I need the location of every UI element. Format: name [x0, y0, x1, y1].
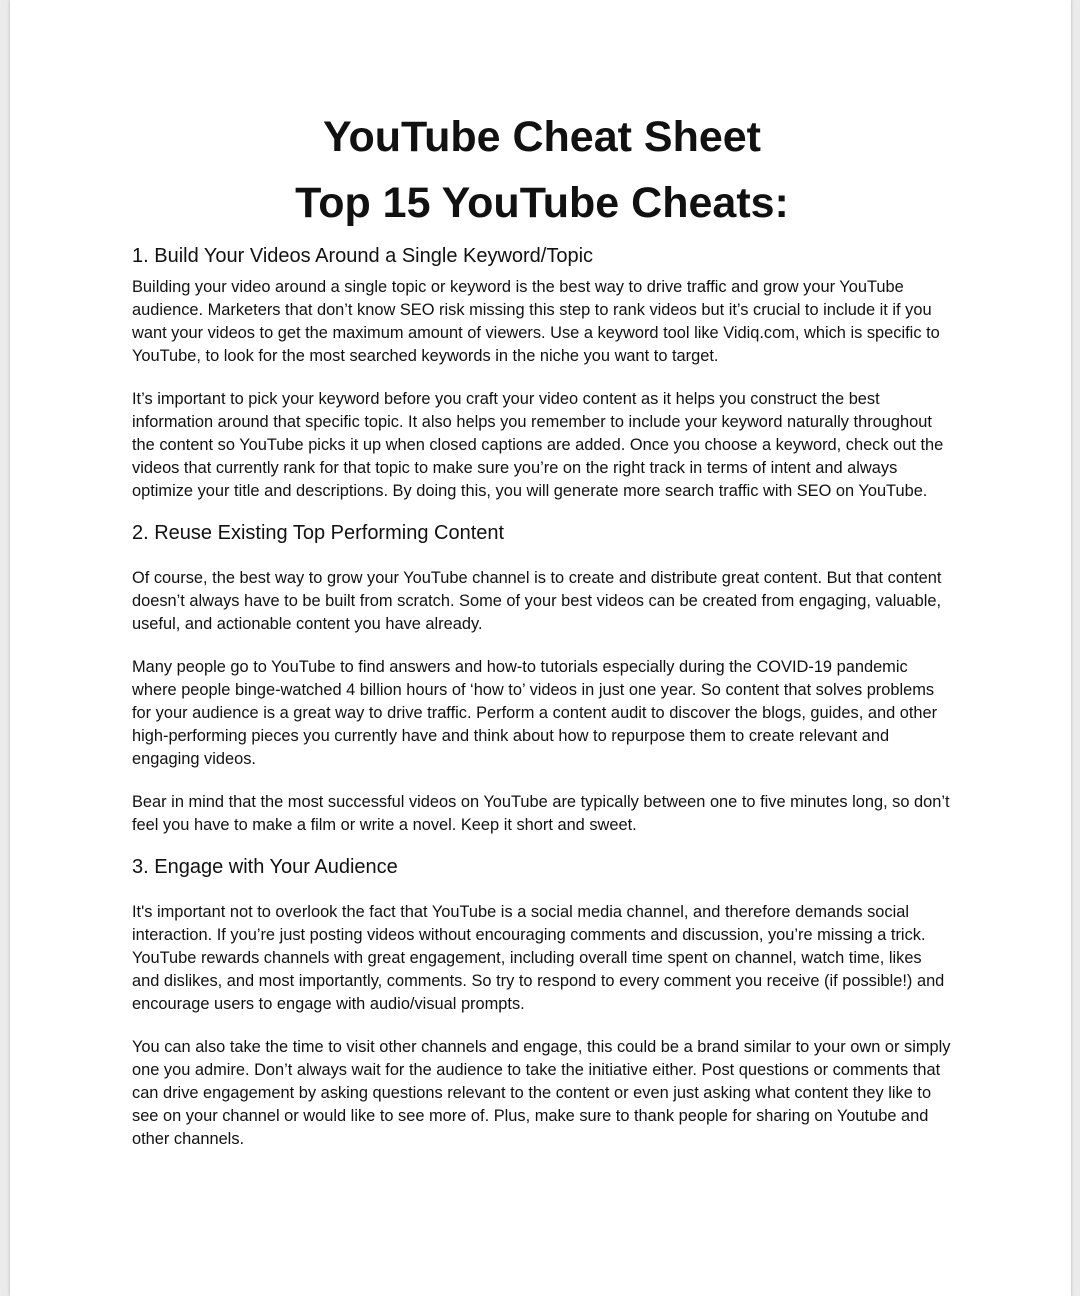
section-1-paragraph-2: It’s important to pick your keyword before you craft your video content as it helps you construct the best information around that specific topic. It also helps you remember to include your keyword naturally throughout the content so YouTube picks it up when closed captions are added. Once you choose a keyword, check out the videos that currently rank for that topic to make sure you’re on the right track in terms of intent and always optimize your title and descriptions. By doing this, you will generate more search traffic with SEO on YouTube.: [132, 390, 944, 500]
section-3-paragraph-1: It's important not to overlook the fact that YouTube is a social media channel, and therefore demands social interaction. If you’re just posting videos without encouraging comments and discussion, you’re missing a trick. YouTube rewards channels with great engagement, including overall time spent on channel, watch time, likes and dislikes, and most importantly, comments. So try to respond to every comment you receive (if possible!) and encourage users to engage with audio/visual prompts.: [132, 903, 945, 1013]
section-3-paragraph-2: You can also take the time to visit other channels and engage, this could be a brand similar to your own or simply one you admire. Don’t always wait for the audience to take the initiative either. Post questions or comments that can drive engagement by asking questions relevant to the content or even just asking what content they like to see on your channel or would like to see more of. Plus, make sure to thank people for sharing on Youtube and other channels.: [132, 1038, 951, 1148]
document-subtitle: Top 15 YouTube Cheats:: [295, 179, 789, 227]
section-1-paragraph-1: Building your video around a single topic or keyword is the best way to drive traffic and grow your YouTube audience. Marketers that don’t know SEO risk missing this step to rank videos but it’s crucial to include it if you want your videos to get the maximum amount of viewers. Use a keyword tool like Vidiq.com, which is specific to YouTube, to look for the most searched keywords in the niche you want to target.: [132, 278, 940, 365]
document-content: [132, 108, 952, 1151]
section-2-paragraph-1: Of course, the best way to grow your YouTube channel is to create and distribute great content. But that content doesn’t always have to be built from scratch. Some of your best videos can be created from engaging, valuable, useful, and actionable content you have already.: [132, 569, 942, 633]
section-heading-2: 2. Reuse Existing Top Performing Content: [132, 522, 505, 544]
section-2-paragraph-2: Many people go to YouTube to find answers and how-to tutorials especially during the COVID-19 pandemic where people binge-watched 4 billion hours of ‘how to’ videos in just one year. So content that solves problems for your audience is a great way to drive traffic. Perform a content audit to discover the blogs, guides, and other high-performing pieces you currently have and think about how to repurpose them to create relevant and engaging videos.: [132, 658, 938, 768]
section-heading-3: 3. Engage with Your Audience: [132, 856, 398, 878]
section-2-paragraph-3: Bear in mind that the most successful videos on YouTube are typically between one to five minutes long, so don’t feel you have to make a film or write a novel. Keep it short and sweet.: [132, 793, 950, 834]
document-page: [10, 0, 1071, 1296]
document-title: YouTube Cheat Sheet: [323, 113, 761, 161]
section-heading-1: 1. Build Your Videos Around a Single Keyword/Topic: [132, 245, 594, 267]
